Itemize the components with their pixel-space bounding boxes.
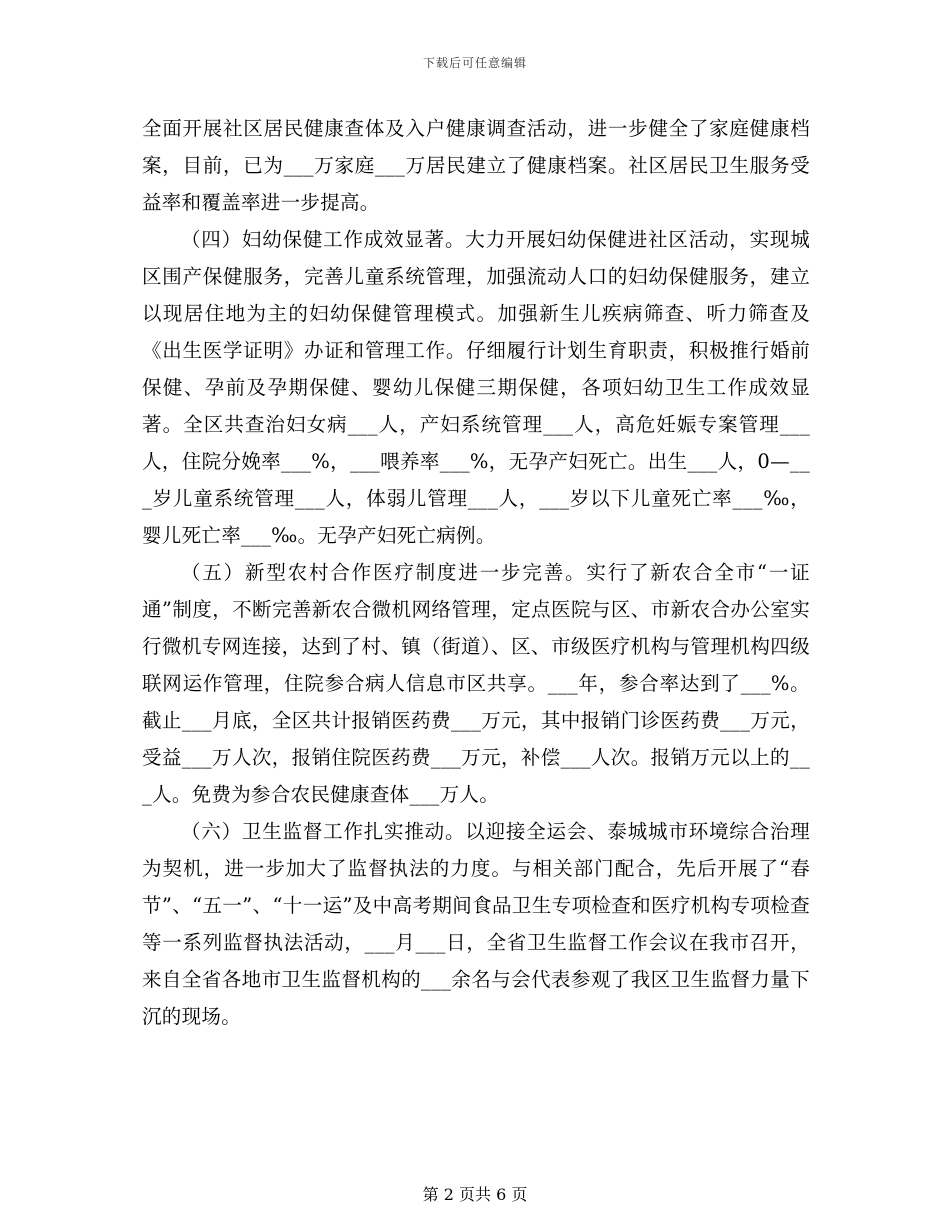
page-footer: 第 2 页共 6 页: [422, 1185, 528, 1204]
paragraph-maternal-child-health: （四）妇幼保健工作成效显著。大力开展妇幼保健进社区活动，实现城区围产保健服务，完善儿童系统管理，加强流动人口的妇幼保健服务，建立以现居住地为主的妇幼保健管理模式。加强新生儿疾病筛查、听力筛查及《出生医学证明》办证和管理工作。仔细履行计划生育职责，积极推行婚前保健、孕前及孕期保健、婴幼儿保健三期保健，各项妇幼卫生工作成效显著。全区共查治妇女病___人，产妇系统管理___人，高危妊娠专案管理___人，住院分娩率___%，___喂养率___%，无孕产妇死亡。出生___人，0—___岁儿童系统管理___人，体弱儿管理___人，___岁以下儿童死亡率___‰，婴儿死亡率___‰。无孕产妇死亡病例。: [142, 228, 810, 547]
page-header: 下载后可任意编辑: [422, 56, 527, 70]
paragraph-intro: 全面开展社区居民健康查体及入户健康调查活动，进一步健全了家庭健康档案，目前，已为___万家庭___万居民建立了健康档案。社区居民卫生服务受益率和覆盖率进一步提高。: [142, 117, 810, 214]
paragraph-health-supervision: （六）卫生监督工作扎实推动。以迎接全运会、泰城城市环境综合治理为契机，进一步加大了监督执法的力度。与相关部门配合，先后开展了“春节”、“五一”、“十一运”及中高考期间食品卫生专项检查和医疗机构专项检查等一系列监督执法活动，___月___日，全省卫生监督工作会议在我市召开，来自全省各地市卫生监督机构的___余名与会代表参观了我区卫生监督力量下沉的现场。: [142, 820, 810, 1028]
body-text: [142, 110, 810, 1035]
paragraph-rural-cooperative-medical: （五）新型农村合作医疗制度进一步完善。实行了新农合全市“一证通”制度，不断完善新农合微机网络管理，定点医院与区、市新农合办公室实行微机专网连接，达到了村、镇（街道）、区、市级医疗机构与管理机构四级联网运作管理，住院参合病人信息市区共享。___年，参合率达到了___%。截止___月底，全区共计报销医药费___万元，其中报销门诊医药费___万元，受益___万人次，报销住院医药费___万元，补偿___人次。报销万元以上的___人。免费为参合农民健康查体___万人。: [142, 561, 810, 806]
